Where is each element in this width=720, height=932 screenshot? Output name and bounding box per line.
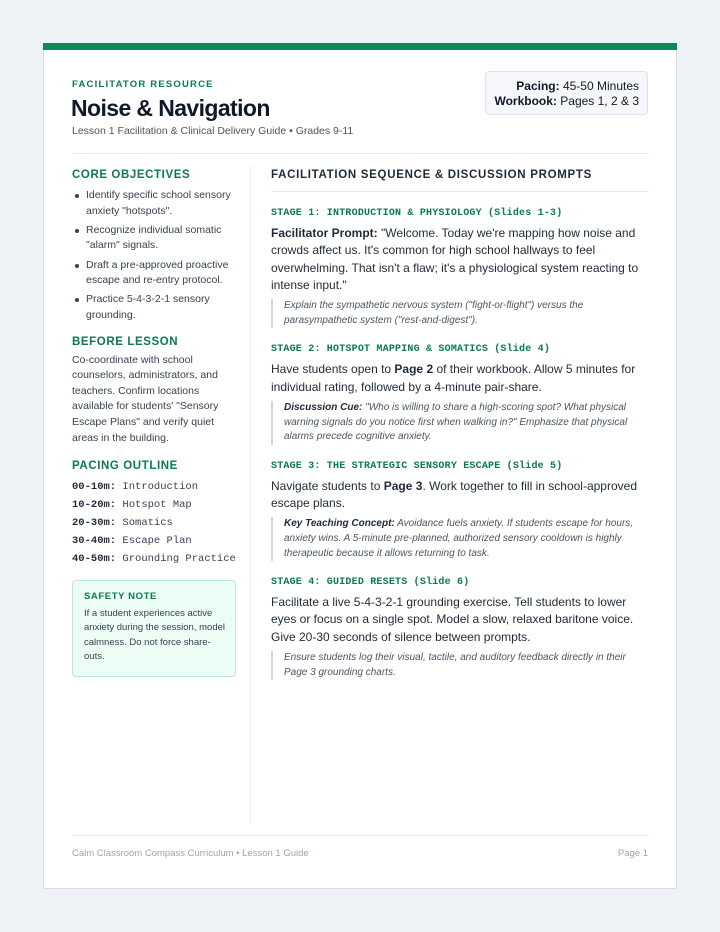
stage-body-text: of their workbook. Allow 5 minutes for individual rating, followed by a 4-minute pair-share.: [271, 362, 636, 394]
pacing-time: 40-50m:: [72, 553, 117, 566]
stage-body-lead: Have students open to: [271, 362, 395, 377]
objectives-list: [72, 188, 236, 324]
accent-bar: [43, 43, 677, 50]
stage-note: [271, 517, 649, 561]
stage-note-text: Ensure students log their visual, tactile, and auditory feedback directly in their Page 3 grounding charts.: [284, 652, 626, 678]
stage-note-label: Discussion Cue:: [284, 401, 363, 413]
stage-section: [271, 577, 649, 680]
safety-note-box: [72, 580, 236, 677]
stage-body: [271, 478, 649, 513]
objective-item: Draft a pre-approved proactive escape and re-entry protocol.: [72, 258, 236, 289]
objective-item: Identify specific school sensory anxiety "hotspots".: [72, 188, 236, 219]
stage-section: [271, 461, 649, 561]
footer-page-number: Page 1: [617, 848, 648, 859]
document-page: [43, 43, 677, 889]
footer-divider: [72, 835, 649, 836]
stage-body: [271, 594, 649, 646]
before-lesson-heading: BEFORE LESSON: [72, 335, 179, 348]
page-subtitle: Lesson 1 Facilitation & Clinical Delivery Guide • Grades 9-11: [72, 125, 354, 137]
pacing-label: Pacing:: [516, 79, 560, 93]
workbook-value: Pages 1, 2 & 3: [560, 93, 639, 108]
pacing-time: 30-40m:: [72, 535, 117, 548]
pacing-row: [72, 496, 236, 514]
stage-note: [271, 651, 649, 680]
stage-note-text: Avoidance fuels anxiety. If students escape for hours, anxiety wins. A 5-minute pre-planned, authorized sensory cooldown is highly therapeutic because it allows returning to task.: [284, 518, 634, 559]
stage-heading: STAGE 3: THE STRATEGIC SENSORY ESCAPE (Slide 5): [271, 460, 563, 472]
stage-body-text: . Work together to fill in school-approved escape plans.: [271, 478, 637, 511]
footer-curriculum: Calm Classroom Compass Curriculum • Lesson 1 Guide: [72, 848, 309, 859]
stage-body-text: "Welcome. Today we're mapping how noise and crowds affect us. It's common for high school hallways to feel overwhelming. That isn't a flaw; it's a physiological system reacting to intense input.": [271, 226, 639, 292]
main-heading: FACILITATION SEQUENCE & DISCUSSION PROMPTS: [271, 169, 592, 181]
objective-item: Practice 5-4-3-2-1 sensory grounding.: [72, 292, 236, 323]
pacing-time: 20-30m:: [72, 517, 117, 530]
column-divider: [250, 164, 251, 824]
pacing-activity: Grounding Practice: [122, 553, 236, 566]
pacing-activity: Escape Plan: [122, 535, 192, 548]
stage-heading: STAGE 4: GUIDED RESETS (Slide 6): [271, 577, 470, 589]
stage-body-bold: Page 2: [394, 362, 434, 377]
stage-note: [271, 299, 649, 328]
before-lesson-text: Co-coordinate with school counselors, administrators, and teachers. Confirm locations available for students' "Sensory Escape Plans" and verify quiet areas in the building.: [72, 353, 219, 444]
pacing-row: [72, 532, 236, 550]
pacing-line: [494, 79, 639, 94]
stage-body: [271, 361, 649, 396]
stage-heading: STAGE 1: INTRODUCTION & PHYSIOLOGY (Slides 1-3): [271, 208, 563, 219]
workbook-label: Workbook:: [494, 93, 557, 108]
safety-note-text: If a student experiences active anxiety during the session, model calmness. Do not force share-outs.: [84, 608, 225, 662]
stage-body-bold: Facilitator Prompt:: [271, 226, 378, 240]
stage-body-bold: Page 3: [383, 478, 423, 493]
stage-note: [271, 401, 649, 445]
header-divider: [72, 153, 649, 154]
pacing-row: [72, 478, 236, 496]
objectives-heading: CORE OBJECTIVES: [72, 169, 191, 181]
pacing-row: [72, 514, 236, 532]
stage-note-text: Explain the sympathetic nervous system ("fight-or-flight") versus the parasympathetic system ("rest-and-digest").: [284, 300, 584, 326]
pacing-outline-heading: PACING OUTLINE: [72, 460, 178, 473]
stage-section: [271, 208, 649, 328]
sidebar-column: [72, 169, 236, 677]
stage-section: [271, 344, 649, 444]
main-heading-divider: [271, 191, 649, 192]
pacing-value: 45-50 Minutes: [562, 79, 639, 93]
safety-note-heading: SAFETY NOTE: [84, 591, 157, 603]
workbook-line: [494, 94, 639, 109]
pacing-activity: Hotspot Map: [122, 499, 192, 512]
stage-note-label: Key Teaching Concept:: [284, 518, 395, 530]
pacing-outline-list: [72, 478, 236, 568]
stage-body-lead: Facilitate a live 5-4-3-2-1 grounding exercise. Tell students to lower eyes or focus on a single spot. Model a slow, relaxed baritone voice. Give 20-30 seconds of silence between prompts.: [271, 595, 634, 644]
pacing-activity: Introduction: [122, 481, 199, 494]
eyebrow-label: FACILITATOR RESOURCE: [72, 79, 214, 90]
objective-item: Recognize individual somatic "alarm" signals.: [72, 223, 236, 254]
stage-heading: STAGE 2: HOTSPOT MAPPING & SOMATICS (Slide 4): [271, 344, 551, 356]
main-column: [271, 169, 649, 680]
stage-note-text: "Who is willing to share a high-scoring spot? What physical warning signals do you notice first when walking in?" Emphasize that physical alarms precede cognitive anxiety.: [284, 401, 628, 443]
pacing-summary-box: [485, 71, 648, 115]
pacing-activity: Somatics: [122, 517, 173, 530]
page-title: Noise & Navigation: [71, 95, 270, 121]
stage-body-lead: Navigate students to: [271, 478, 384, 493]
pacing-row: [72, 550, 236, 568]
pacing-time: 00-10m:: [72, 481, 117, 494]
pacing-time: 10-20m:: [72, 499, 117, 512]
stage-body: [271, 225, 649, 294]
